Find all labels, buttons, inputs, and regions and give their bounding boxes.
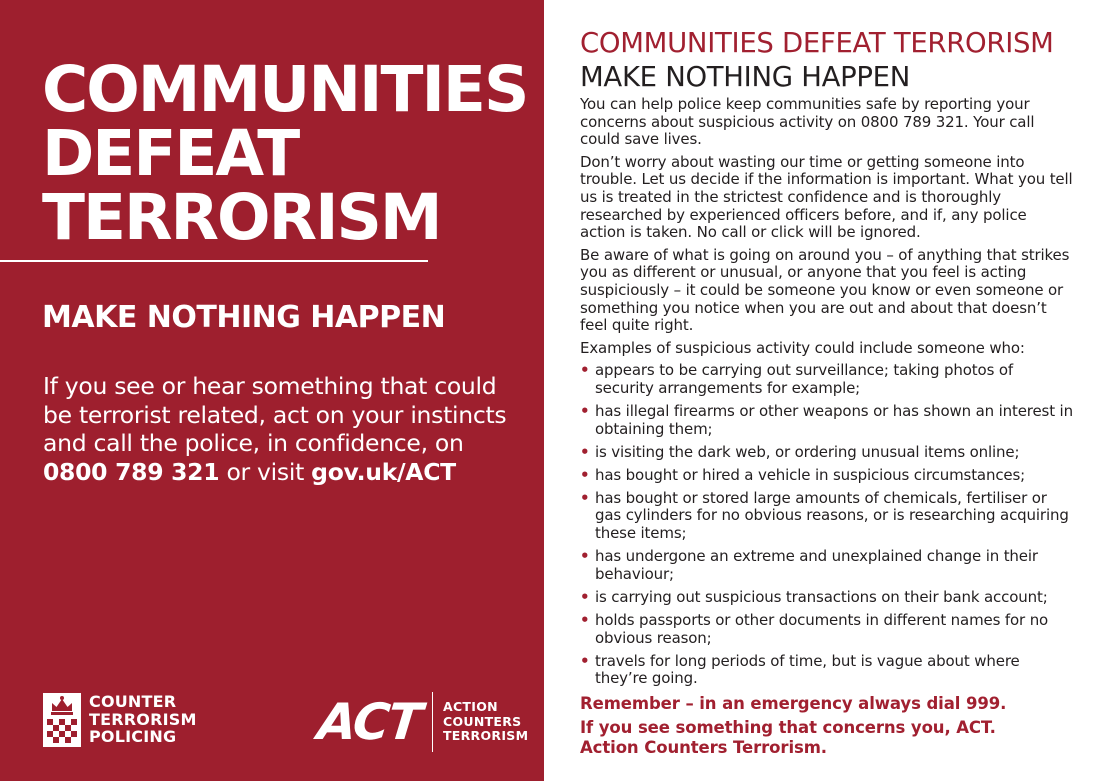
list-item <box>580 403 1076 438</box>
list-item <box>580 589 1076 607</box>
act-line: TERRORISM <box>442 728 529 744</box>
closing-line: Action Counters Terrorism. <box>580 737 827 757</box>
act-wordmark: ACT <box>314 693 424 751</box>
list-item-text: travels for long periods of time, but is vague about where they’re going. <box>595 651 1020 688</box>
ctp-wordmark <box>89 693 197 746</box>
hero-headline <box>42 53 528 254</box>
right-panel <box>580 26 1076 757</box>
list-item-text: has undergone an extreme and unexplained change in their behaviour; <box>595 547 1038 583</box>
emergency-reminder: Remember – in an emergency always dial 999. <box>580 693 1007 713</box>
left-panel <box>0 0 544 781</box>
bullet-icon: • <box>580 651 590 670</box>
closing-line: If you see something that concerns you, ACT. <box>580 718 996 738</box>
ctp-line: COUNTER <box>89 692 177 711</box>
or-visit-text: or visit <box>226 457 304 486</box>
body-intro: If you see or hear something that could be terrorist related, act on your instincts and call the police, in confidence, on <box>43 372 507 457</box>
ctp-line: POLICING <box>89 727 177 746</box>
right-subtitle: MAKE NOTHING HAPPEN <box>580 61 911 93</box>
list-item <box>580 548 1076 583</box>
left-subtitle: MAKE NOTHING HAPPEN <box>42 300 446 335</box>
hero-divider <box>0 260 428 262</box>
hero-line: COMMUNITIES <box>42 53 528 126</box>
bullet-icon: • <box>580 587 590 606</box>
act-line: COUNTERS <box>442 713 522 729</box>
list-item-text: is visiting the dark web, or ordering unusual items online; <box>595 442 1020 461</box>
right-title: COMMUNITIES DEFEAT TERRORISM <box>580 27 1054 59</box>
list-item-text: holds passports or other documents in different names for no obvious reason; <box>595 610 1049 647</box>
counter-terrorism-policing-logo <box>43 693 197 747</box>
examples-intro: Examples of suspicious activity could include someone who: <box>580 338 1025 357</box>
list-item-text: appears to be carrying out surveillance; taking photos of security arrangements for example; <box>595 361 1014 397</box>
website-link[interactable]: gov.uk/ACT <box>311 457 456 486</box>
act-tagline <box>443 700 528 744</box>
bullet-icon: • <box>580 488 590 507</box>
list-item <box>580 653 1076 688</box>
list-item <box>580 362 1076 397</box>
list-item <box>580 467 1076 485</box>
suspicious-activity-list <box>580 362 1076 688</box>
bullet-icon: • <box>580 442 590 461</box>
list-item <box>580 444 1076 462</box>
bullet-icon: • <box>580 465 590 484</box>
act-line: ACTION <box>442 699 498 715</box>
bullet-icon: • <box>580 547 590 566</box>
list-item-text: has illegal firearms or other weapons or has shown an interest in obtaining them; <box>595 402 1073 438</box>
phone-number: 0800 789 321 <box>43 457 220 486</box>
list-item-text: is carrying out suspicious transactions on their bank account; <box>595 587 1048 606</box>
act-divider <box>432 692 433 752</box>
paragraph: You can help police keep communities safe by reporting your concerns about suspicious activity on 0800 789 321. Your call could save lives. <box>580 95 1035 149</box>
bullet-icon: • <box>580 402 590 420</box>
hero-line: TERRORISM <box>42 181 441 254</box>
list-item <box>580 612 1076 647</box>
bullet-icon: • <box>580 610 590 629</box>
act-logo <box>314 692 529 752</box>
list-item-text: has bought or stored large amounts of chemicals, fertiliser or gas cylinders for no obvious reasons, or is researching acquiring these items; <box>595 488 1069 543</box>
paragraph: Be aware of what is going on around you – of anything that strikes you as different or unusual, or anyone that you feel is acting suspiciously – it could be someone you know or even someone or something you notice when you are out and about that doesn’t feel quite right. <box>580 245 1070 335</box>
bullet-icon: • <box>580 361 590 380</box>
crown-chequer-crest-icon <box>43 693 81 747</box>
list-item <box>580 490 1076 543</box>
ctp-line: TERRORISM <box>89 709 197 729</box>
paragraph: Don’t worry about wasting our time or getting someone into trouble. Let us decide if the information is important. What you tell us is treated in the strictest confidence and is thoroughly researched by experienced officers before, and if, any police action is taken. No call or click will be ignored. <box>580 152 1073 242</box>
hero-line: DEFEAT <box>42 117 299 190</box>
left-call-to-action <box>43 372 523 486</box>
list-item-text: has bought or hired a vehicle in suspicious circumstances; <box>595 465 1026 484</box>
